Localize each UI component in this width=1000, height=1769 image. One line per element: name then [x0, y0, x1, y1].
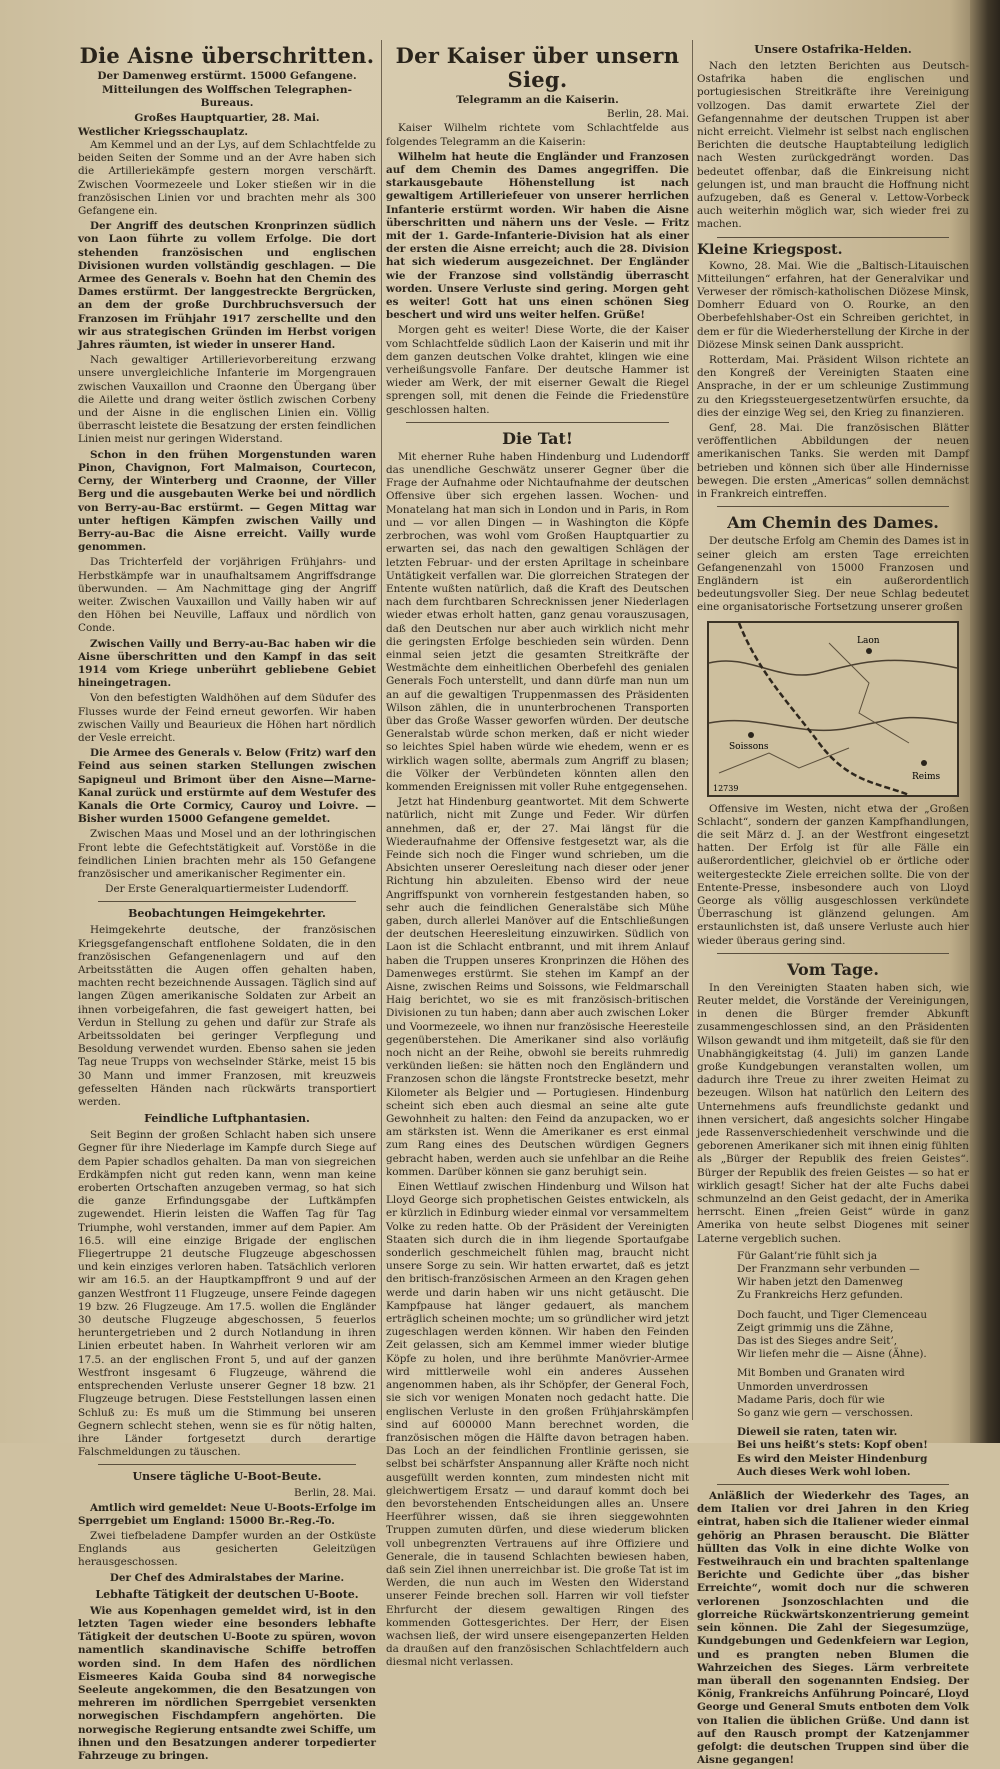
- paragraph: Das Trichterfeld der vorjährigen Frühjahrs- und Herbstkämpfe war in unaufhaltsamem Angriffsdrange überwunden. — Am Nachmittage ging der Angriff weiter. Zwischen Vauxaillon und Vailly haben wir auf den Höhen bei Neuville, Laffaux und nördlich von Conde.: [78, 556, 376, 635]
- map-city-dot: [921, 760, 927, 766]
- paragraph: Nach den letzten Berichten aus Deutsch-Ostafrika haben die englischen und portugiesischen Streitkräfte ihre Vereinigung vollzogen. Das damit erwartete Ziel der Gefangennahme der deutschen Truppen ist aber nicht erreicht. Vielmehr ist selbst nach englischen Berichten die deutsche Hauptabteilung lediglich nach Westen zurückgedrängt worden. Das bedeutet offenbar, daß die Einkreisung nicht gelungen ist, und man braucht die Hoffnung nicht aufzugeben, daß es General v. Lettow-Vorbeck auch weiterhin möglich war, sich wieder frei zu machen.: [697, 60, 969, 231]
- telegram-text: Wilhelm hat heute die Engländer und Franzosen auf dem Chemin des Dames angegriffen. Die starkausgebaute Höhenstellung ist nach gewaltigem Artilleriefeuer von unserer herrlichen Infanterie erstürmt worden. Wir haben die Aisne überschritten und nähern uns der Vesle. — Fritz mit der 1. Garde-Infanterie-Division hat als einer der ersten die Aisne erreicht; auch die 28. Division hat sich wiederum ausgezeichnet. Der Engländer wie der Franzose sind vollständig überrascht worden. Unsere Verluste sind gering. Morgen geht es weiter! Gott hat uns einen schönen Sieg beschert und wird uns weiter helfen. Grüße!: [386, 150, 689, 322]
- poem-line: Auch dieses Werk wohl loben.: [737, 1465, 911, 1478]
- poem-line: Für Galant’rie fühlt sich ja: [737, 1249, 878, 1262]
- paragraph: Der deutsche Erfolg am Chemin des Dames ist in seiner gleich am ersten Tage erreichten Gefangenenzahl von 15000 Franzosen und Engländern ist ein außerordentlich bedeutungsvoller Sieg. Der neue Schlag bedeutet eine organisatorische Fortsetzung unserer großen: [697, 535, 969, 614]
- dateline-berlin: Berlin, 28. Mai.: [294, 1487, 376, 1500]
- signature-admiralstab: Der Chef des Admiralstabes der Marine.: [109, 1571, 345, 1584]
- separator: [406, 422, 669, 423]
- separator: [98, 901, 356, 902]
- subhead-damenweg: Der Damenweg erstürmt. 15000 Gefangene.: [97, 70, 357, 82]
- paragraph: Kaiser Wilhelm richtete vom Schlachtfelde aus folgendes Telegramm an die Kaiserin:: [386, 122, 689, 148]
- book-spine: [970, 0, 1000, 1443]
- separator: [717, 1484, 949, 1485]
- poem-line: Es wird den Meister Hindenburg: [737, 1452, 928, 1465]
- dateline-berlin: Berlin, 28. Mai.: [607, 108, 689, 121]
- separator: [717, 237, 949, 238]
- poem: [697, 1250, 969, 1479]
- poem-line: Das ist des Sieges andre Seit’,: [737, 1335, 898, 1348]
- paragraph: Der Angriff des deutschen Kronprinzen südlich von Laon führte zu vollem Erfolge. Die dort stehenden französischen und englischen Divisionen wurden vollständig geschlagen. — Die Armee des Generals v. Boehn hat den Chemin des Dames erstürmt. Der langgestreckte Bergrücken, an dem der große Durchbruchsversuch der Franzosen im Frühjahr 1917 zerschellte und den wir aus strategischen Gründen im Herbst vorigen Jahres räumten, ist wieder in unserer Hand.: [78, 220, 376, 352]
- separator: [717, 953, 949, 954]
- paragraph: Offensive im Westen, nicht etwa der „Großen Schlacht“, sondern der ganzen Kampfhandlungen, die seit März d. J. an der Westfront eingesetzt hatten. Der Erfolg ist für alle Fälle ein außerordentlicher, gleichviel ob er örtliche oder weitergesteckte Ziele erreichen sollte. Die von der Entente-Presse, insbesondere auch von Lloyd George als völlig ausgeschlossen verkündete Überraschung ist glänzend gelungen. Am erstaunlichsten ist, daß unsere Verluste auch hier wieder überaus gering sind.: [697, 802, 969, 947]
- poem-line: Dieweil sie raten, taten wir.: [737, 1426, 898, 1439]
- paragraph: Am Kemmel und an der Lys, auf dem Schlachtfelde zu beiden Seiten der Somme und an der Avre haben sich die Artilleriekämpfe gestern morgen verschärft. Zwischen Voormezeele und Loker stießen wir in die französischen Linien vor und brachten mehr als 300 Gefangene ein.: [78, 139, 376, 218]
- paragraph: Einen Wettlauf zwischen Hindenburg und Wilson hat Lloyd George sich prophetischen Geistes entwickeln, als er kürzlich in Edinburg wieder einmal vor versammeltem Volke zu reden hatte. Ob der Präsident der Vereinigten Staaten sich durch die in ihm liegende Sportaufgabe sonderlich geschmeichelt fühlen mag, braucht nicht unsere Sorge zu sein. Wir hatten erwartet, daß es jetzt den britisch-französischen Armeen an den Kragen gehen werde und darin haben wir uns nicht getäuscht. Die Kampfpause hat länger gedauert, als manchem erträglich scheinen mochte; um so gründlicher wird jetzt zugeschlagen werden können. Wir haben den Feinden Zeit gelassen, sich am Kemmel immer wieder blutige Köpfe zu holen, und ihre berühmte Manövrier-Armee wird mittlerweile wohl ein anderes Aussehen angenommen haben, als ihr Schöpfer, der General Foch, sie sich vor wenigen Monaten noch gedacht hatte. Die englischen Verluste in den großen Frühjahrskämpfen sind auf 600000 Mann berechnet worden, die französischen mögen die Hälfte davon betragen haben. Das Loch an der feindlichen Frontlinie gerissen, sie selbst bei schärfster Anspannung aller Kräfte noch nicht ausgefüllt werden konnten, zum mindesten nicht mit gleichwertigem Ersatz — und darauf kommt doch bei den bevorstehenden Entscheidungen alles an. Unsere Heerführer wissen, daß sie ihren sieggewohnten Truppen zumuten dürfen, und diese wiederum blicken voll unbegrenzten Vertrauens auf ihre Offiziere und Generale, die in tausend Schlachten bewiesen haben, daß sein Ziel ihnen unerreichbar ist. Die große Tat ist im Werden, die nun auch im Westen den Widerstand unserer Feinde brechen soll. Harren wir voll tiefster Ehrfurcht der diesem gewaltigen Ringen des kommenden Gottesgerichtes. Der Herr, der Eisen wachsen ließ, der wird unsere eisengepanzerten Helden da draußen auf den französischen Schlachtfeldern auch diesmal nicht verlassen.: [386, 1181, 689, 1669]
- poem-line: Bei uns heißt’s stets: Kopf oben!: [737, 1439, 928, 1452]
- column-rule: [381, 40, 382, 1420]
- paragraph: Amtlich wird gemeldet: Neue U-Boots-Erfolge im Sperrgebiet um England: 15000 Br.-Reg.-To.: [78, 1501, 376, 1527]
- poem-line: Wir liefen mehr die — Aisne (Ähne).: [737, 1348, 927, 1361]
- paragraph: Anläßlich der Wiederkehr des Tages, an dem Italien vor drei Jahren in den Krieg eintrat, haben sich die Italiener wieder einmal gehörig an Phrasen berauscht. Die Blätter hüllten das Volk in eine dichte Wolke von Festweihrauch ein und brachten spaltenlange Berichte und Gedichte über „das bisher Erreichte“, womit doch nur die schweren verlorenen Jsonzoschlachten und die glorreiche Rückwärtskonzentrierung gemeint sein können. Die Zahl der Siegesumzüge, Kundgebungen und Gedenkfeiern war Legion, und es prangten neben Blumen die Wahrzeichen des Sieges. Lärm verbreitete man überall den sogenannten Endsieg. Der König, Frankreichs Anführung Poincaré, Lloyd George und General Smuts entboten dem Volk von Italien die üblichen Grüße. Und dann ist auf den Rausch prompt der Katzenjammer gefolgt: die deutschen Truppen sind über die Aisne gegangen!: [697, 1490, 969, 1767]
- map-label-soissons: Soissons: [729, 741, 769, 752]
- poem-line: Zu Frankreichs Herz gefunden.: [737, 1289, 903, 1302]
- front-map: [707, 621, 959, 797]
- poem-line: Mit Bomben und Granaten wird: [737, 1367, 905, 1380]
- separator: [98, 1464, 356, 1465]
- separator: [717, 506, 949, 507]
- section-ostafrika: Unsere Ostafrika-Helden.: [754, 43, 912, 56]
- poem-line: Unmorden unverdrossen: [737, 1380, 869, 1393]
- section-kriegspost: Kleine Kriegspost.: [697, 241, 843, 258]
- paragraph: Morgen geht es weiter! Diese Worte, die der Kaiser vom Schlachtfelde südlich Laon der Kaiserin und mit ihr dem ganzen deutschen Volke drahtet, klingen wie eine verheißungsvolle Fanfare. Der deutsche Hammer ist wieder am Werk, der mit eiserner Gewalt die Riegel sprengen soll, mit denen die Feinde die Friedenstüre geschlossen halten.: [386, 324, 689, 416]
- map-city-dot: [866, 648, 872, 654]
- subhead-telegramm: Telegramm an die Kaiserin.: [456, 94, 619, 106]
- map-city-dot: [748, 732, 754, 738]
- poem-line: Wir haben jetzt den Damenweg: [737, 1276, 903, 1289]
- poem-line: Madame Paris, doch für wie: [737, 1393, 885, 1406]
- map-label-laon: Laon: [857, 635, 880, 646]
- poem-line: So ganz wie gern — verschossen.: [737, 1407, 914, 1420]
- paragraph: Heimgekehrte deutsche, der französischen Kriegsgefangenschaft entflohene Soldaten, die in den französischen Gefangenenlagern und auf den Arbeitsstätten die Augen offen gehalten haben, machten recht bezeichnende Aussagen. Täglich sind auf langen Zügen amerikanische Soldaten zur Arbeit an ihnen vorbeigefahren, die fast geweigert hatten, bei Verdun in Stellung zu gehen und dafür zur Strafe als Arbeitssoldaten bei geringer Verpflegung und Besoldung verwendet wurden. Ebenso sahen sie jeden Tag neue Trupps von wechselnder Stärke, meist 15 bis 30 Mann und immer Franzosen, mit kreuzweis gefesselten Händen nach rückwärts transportiert werden.: [78, 924, 376, 1109]
- paragraph: Rotterdam, Mai. Präsident Wilson richtete an den Kongreß der Vereinigten Staaten eine Ansprache, in der er um schleunige Zustimmung zu den Kriegssteuergesetzentwürfen ersuchte, da dies der einzige Weg sei, den Krieg zu finanzieren.: [697, 354, 969, 419]
- paragraph: Seit Beginn der großen Schlacht haben sich unsere Gegner für ihre Niederlage im Kampfe durch Siege auf dem Papier schadlos gehalten. Da man von siegreichen Erdkämpfen nicht gut reden kann, wenn man keine eroberten Ortschaften anzugeben vermag, so hat sich die ganze Erfindungsgabe der Luftkämpfen zugewendet. Hierin leisten die Waffen Tag für Tag Triumphe, wohl verstanden, immer auf dem Papier. Am 16.5. will eine einzige Brigade der englischen Fliegertruppe 21 deutsche Flugzeuge abgeschossen und kein einziges verloren haben. Tatsächlich verloren wir am 16.5. an der Hauptkampffront 9 und auf der ganzen Westfront 11 Flugzeuge, unsere Feinde dagegen 19 bzw. 26 Flugzeuge. Am 17.5. wollen die Engländer 30 deutsche Flugzeuge abgeschossen, 5 feuerlos heruntergetrieben und 2 durch Notlandung in ihren Linien erbeutet haben. In Wahrheit verloren wir am 17.5. an der englischen Front 5, und auf der ganzen Westfront insgesamt 6 Flugzeuge, während die entsprechenden Verluste unserer Gegner 18 bzw. 21 Flugzeuge betrugen. Diese Feststellungen lassen einen Schluß zu: Es muß um die Stimmung bei unseren Gegnern schlecht stehen, wenn sie es für nötig halten, ihre Länder fortgesetzt durch derartige Falschmeldungen zu täuschen.: [78, 1129, 376, 1459]
- column-3: [697, 40, 969, 1769]
- headline-kaiser: Der Kaiser über unsern Sieg.: [395, 43, 680, 92]
- section-luftphantasien: Feindliche Luftphantasien.: [144, 1112, 310, 1126]
- section-uboote-taetigkeit: Lebhafte Tätigkeit der deutschen U-Boote.: [95, 1587, 359, 1601]
- map-scale-label: 12739: [713, 783, 739, 793]
- section-beobachtungen: Beobachtungen Heimgekehrter.: [128, 907, 326, 921]
- paragraph: Von den befestigten Waldhöhen auf dem Südufer des Flusses wurde der Feind erneut geworfen. Wir haben zwischen Vailly und Beaurieux die Höhen hart nördlich der Vesle erreicht.: [78, 692, 376, 744]
- headline-tat: Die Tat!: [502, 428, 573, 448]
- map-background: [709, 623, 957, 795]
- paragraph: Jetzt hat Hindenburg geantwortet. Mit dem Schwerte natürlich, nicht mit Zunge und Feder. Wir dürfen annehmen, daß er, der 27. Mai längst für die Wiederaufnahme der Offensive festgesetzt war, als die Feinde sich noch die Finger wund schrieben, um die Absichten unserer Oeresleitung nach dieser oder jener Richtung hin abzuleiten. Ebenso wird der neue Angriffspunkt von vornherein festgestanden haben, so sehr auch die feindlichen Generalstäbe sich Mühe gaben, durch allerlei Manöver auf die Entschließungen der deutschen Heeresleitung einzuwirken. Südlich von Laon ist die Schlacht entbrannt, und mit ihrem Anlauf haben die Truppen unseres Kronprinzen die Höhen des Damenweges erstürmt. Sie stehen im Kampf an der Aisne, zwischen Reims und Soissons, wie Feldmarschall Haig berichtet, wo sie es mit französisch-britischen Divisionen zu tun haben; dann aber auch zwischen Loker und Voormezeele, wo ihnen nur französische Heeresteile gegenüberstehen. Die Amerikaner sind also vorläufig noch nicht an der Reihe, obwohl sie bereits ruhmredig verkünden ließen: sie hätten noch den Engländern und Franzosen schon die längste Frontstrecke besetzt, mehr Kilometer als Belgier und — Portugiesen. Hindenburg scheint sich eben auch diesmal an seine alte gute Gewohnheit zu halten: den Feind da anzupacken, wo er am stärksten ist. Wenn die Amerikaner es erst einmal zum Rang eines des Deutschen würdigen Gegners gebracht haben, werden auch sie unfehlbar an die Reihe kommen. Darüber können sie ganz beruhigt sein.: [386, 796, 689, 1178]
- poem-line: Der Franzmann sehr verbunden —: [737, 1263, 920, 1276]
- signature-ludendorff: Der Erste Generalquartiermeister Ludendorff.: [105, 883, 349, 896]
- section-uboot-beute: Unsere tägliche U-Boot-Beute.: [132, 1470, 322, 1484]
- paragraph: Zwischen Vailly und Berry-au-Bac haben wir die Aisne überschritten und den Kampf in das seit 1914 vom Kriege unberührt gebliebene Gebiet hineingetragen.: [78, 637, 376, 690]
- dateline-hauptquartier: Großes Hauptquartier, 28. Mai.: [134, 111, 320, 124]
- column-2: [386, 40, 689, 1672]
- headline-aisne: Die Aisne überschritten.: [79, 43, 375, 68]
- paragraph: Wie aus Kopenhagen gemeldet wird, ist in den letzten Tagen wieder eine besonders lebhafte Tätigkeit der deutschen U-Boote zu spüren, wovon namentlich skandinavische Schiffe betroffen worden sind. In dem Hafen des nördlichen Eismeeres Kaida Gouba sind 84 norwegische Seeleute angekommen, die den Besatzungen von mehreren im nördlichen Sperrgebiet versenkten norwegischen Fischdampfern angehörten. Die norwegische Regierung entsandte zwei Schiffe, um ihnen und den Besatzungen anderer torpedierter Fahrzeuge zu bringen.: [78, 1604, 376, 1762]
- map-drawing: [709, 623, 957, 795]
- paragraph: Schon in den frühen Morgenstunden waren Pinon, Chavignon, Fort Malmaison, Courtecon, Cerny, der Winterberg und Craonne, der Viller Berg und die ausgebauten Werke bei und nördlich von Berry-au-Bac erstürmt. — Gegen Mittag war unter heftigen Kämpfen zwischen Vailly und Berry-au-Bac die Aisne erreicht. Vailly wurde genommen.: [78, 448, 376, 554]
- paragraph: Nach gewaltiger Artillerievorbereitung erzwang unsere unvergleichliche Infanterie im Morgengrauen zwischen Vauxaillon und Craonne den Übergang über die Ailette und drang weiter östlich zwischen Corbeny und der Aisne in die englischen Linien ein. Völlig überrascht leistete die Besatzung der ersten feindlichen Linien meist nur geringen Widerstand.: [78, 354, 376, 446]
- column-1: [78, 40, 376, 1765]
- headline-chemin: Am Chemin des Dames.: [727, 513, 939, 533]
- paragraph: In den Vereinigten Staaten haben sich, wie Reuter meldet, die Vorstände der Vereinigungen, in denen die Bürger fremder Abkunft zusammengeschlossen sind, an den Präsidenten Wilson gewandt und ihm mitgeteilt, daß sie für den Unabhängigkeitstag (4. Juli) im ganzen Lande große Kundgebungen veranstalten wollen, um dadurch ihre Treue zu ihrer zweiten Heimat zu bezeugen. Wilson hat natürlich den Leitern des Unternehmens aufs freundlichste gedankt und ihnen versichert, daß angesichts solcher Hingabe jede Rassenverschiedenheit verschwinde und die geborenen Amerikaner sich mit ihnen einig fühlten als „Bürger der Republik des freien Geistes“. Bürger der Republik des freien Geistes — so hat er wirklich gesagt! Sicher hat der alte Fuchs dabei schmunzelnd an den Geist gedacht, der in Amerika herrscht. Einen „freien Geist“ würde in ganz Amerika von heute selbst Diogenes mit seiner Laterne vergeblich suchen.: [697, 981, 969, 1245]
- map-label-reims: Reims: [912, 771, 941, 782]
- paragraph: Zwischen Maas und Mosel und an der lothringischen Front lebte die Gefechtstätigkeit auf. Vorstöße in die feindlichen Linien brachten mehr als 150 Gefangene französischer und amerikanischer Regimenter ein.: [78, 828, 376, 880]
- column-rule: [692, 40, 693, 1420]
- paragraph: Zwei tiefbeladene Dampfer wurden an der Ostküste Englands aus gesicherten Geleitzügen herausgeschossen.: [78, 1529, 376, 1569]
- section-westlicher: Westlicher Kriegsschauplatz.: [78, 125, 249, 138]
- headline-vom-tage: Vom Tage.: [787, 959, 879, 979]
- paragraph: Genf, 28. Mai. Die französischen Blätter veröffentlichen Abbildungen der neuen amerikanischen Tanks. Sie werden mit Dampf betrieben und können sich über alle Hindernisse bewegen. Die ersten „Americas“ sollen demnächst in Frankreich eintreffen.: [697, 422, 969, 501]
- subhead-wolff: Mitteilungen des Wolffschen Telegraphen-Bureaus.: [102, 84, 352, 110]
- paragraph: Kowno, 28. Mai. Wie die „Baltisch-Litauischen Mitteilungen“ erfahren, hat der Generalvikar und Verweser der römisch-katholischen Diözese Minsk, Domherr Eduard von O. Rourke, an den Oberbefehlshaber-Ost ein Schreiben gerichtet, in dem er für die Wiederherstellung der Kirche in der Diözese Minsk seinen Dank ausspricht.: [697, 259, 969, 351]
- paragraph: Die Armee des Generals v. Below (Fritz) warf den Feind aus seinen starken Stellungen zwischen Sapigneul und Brimont über den Aisne—Marne-Kanal zurück und erstürmte auf dem Westufer des Kanals die Orte Cormicy, Cauroy und Loivre. — Bisher wurden 15000 Gefangene gemeldet.: [78, 747, 376, 826]
- poem-line: Zeigt grimmig uns die Zähne,: [737, 1321, 894, 1334]
- paragraph: Mit eherner Ruhe haben Hindenburg und Ludendorff das unendliche Geschwätz unserer Gegner über die Frage der Aufnahme oder Nichtaufnahme der deutschen Offensive über sich ergehen lassen. Wochen- und Monatelang hat man sich in London und in Paris, in Rom und — vor allen Dingen — in Washington die Köpfe zerbrochen, was wohl vom Großen Hauptquartier zu erwarten sei, das nach den gewaltigen Schlägen der letzten Februar- und der ersten Apriltage in scheinbare Untätigkeit verfallen war. Die glorreichen Strategen der Entente wußten natürlich, daß die Kraft des Deutschen nach dem furchtbaren Schrecknissen jener Niederlagen wieder etwas erholt hatten, ganz genau vorauszusagen, daß den Deutschen nur aber auch wirklich nicht mehr die geringsten Erfolge beschieden sein würden. Denn einmal seien jetzt die gesamten Streitkräfte der Westmächte dem einheitlichen Oberbefehl des genialen Generals Foch unterstellt, und dann dürfe man nun um an auf die gewaltigen Truppenmassen des Präsidenten Wilson zählen, die in ununterbrochenen Transporten über das Große Wasser geworfen würden. Der deutsche Generalstab würde schon merken, daß er nicht wieder so leichtes Spiel haben würde wie ehedem, wenn er es wirklich wagen sollte, abermals zum Angriff zu blasen; die Völker der Verbündeten könnten allen den kommenden Ereignissen mit voller Ruhe entgegensehen.: [386, 450, 689, 793]
- poem-line: Doch faucht, und Tiger Clemenceau: [737, 1308, 928, 1321]
